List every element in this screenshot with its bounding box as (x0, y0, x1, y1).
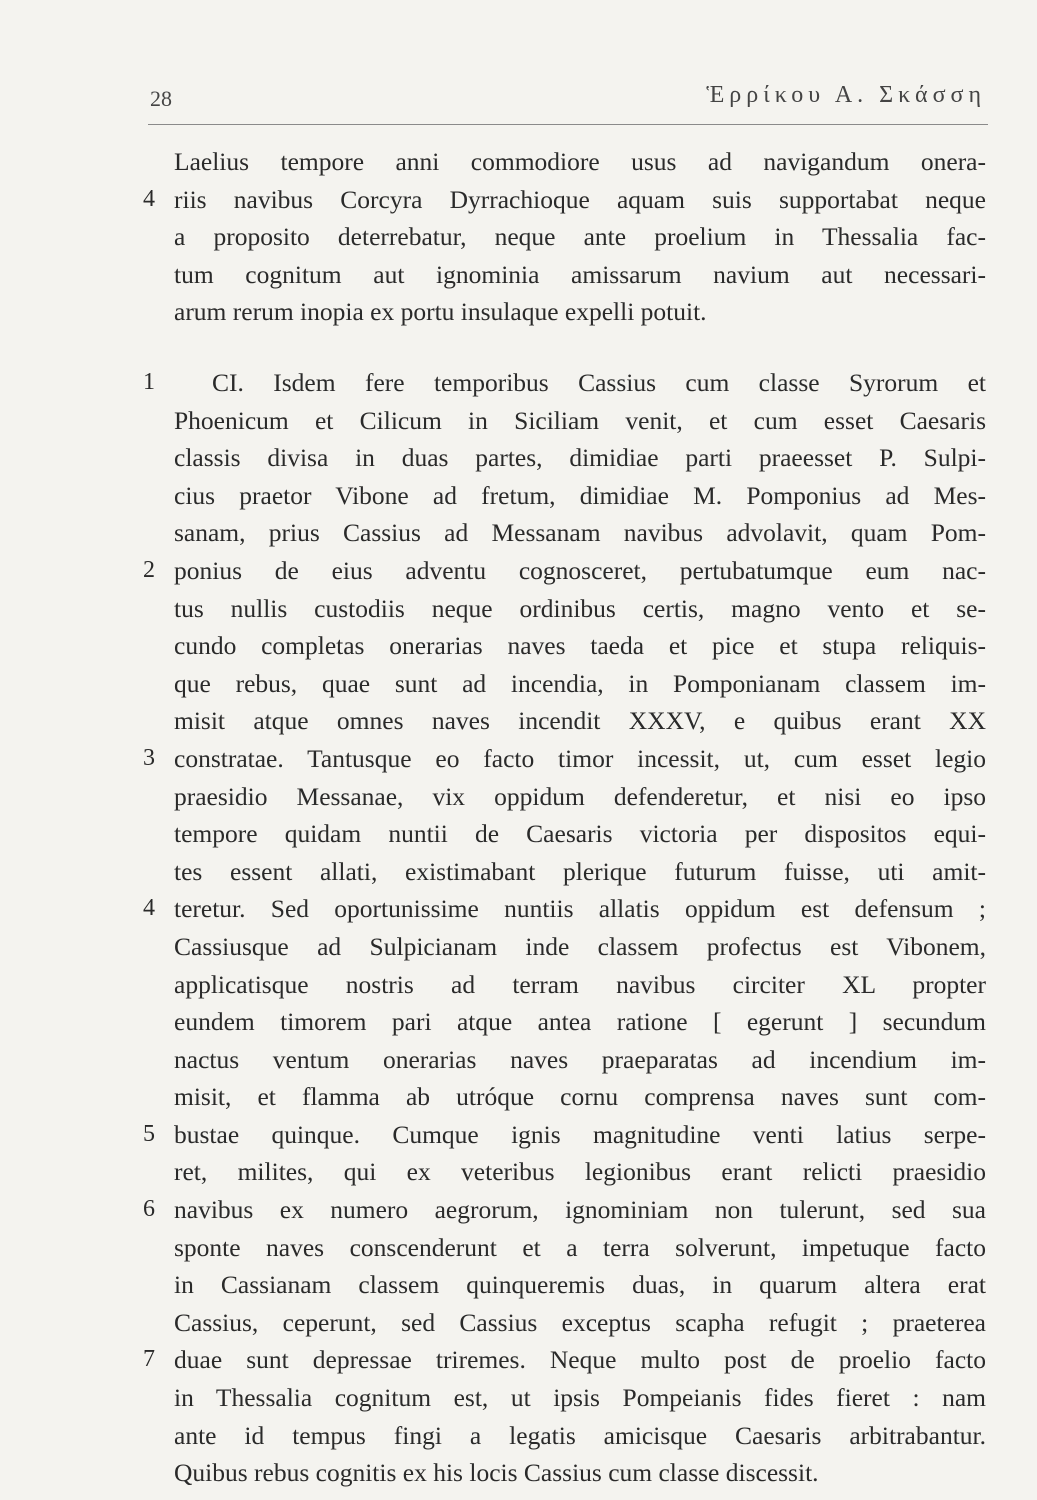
line-text: nactus ventum onerarias naves praeparatas ad incendium im- (174, 1044, 986, 1074)
text-line (0, 665, 1037, 703)
line-text: tes essent allati, existimabant plerique futurum fuisse, uti amit- (174, 856, 986, 886)
line-text: applicatisque nostris ad terram navibus circiter XL propter (174, 969, 986, 999)
text-line (0, 552, 1037, 590)
line-text: cius praetor Vibone ad fretum, dimidiae M. Pomponius ad Mes- (174, 480, 986, 510)
line-number: 5 (143, 1120, 155, 1147)
text-line (0, 1229, 1037, 1267)
text-line (0, 1379, 1037, 1417)
text-line (0, 1341, 1037, 1379)
text-line (0, 1266, 1037, 1304)
text-line (0, 402, 1037, 440)
line-text: bustae quinque. Cumque ignis magnitudine venti latius serpe- (174, 1119, 986, 1149)
line-text: in Cassianam classem quinqueremis duas, in quarum altera erat (174, 1270, 986, 1300)
text-line (0, 702, 1037, 740)
line-text: tum cognitum aut ignominia amissarum navium aut necessari- (174, 259, 986, 289)
text-line (0, 1454, 1037, 1492)
text-line (0, 1417, 1037, 1455)
line-number: 7 (143, 1346, 155, 1373)
text-line (0, 218, 1037, 256)
text-line (0, 1003, 1037, 1041)
text-line (0, 514, 1037, 552)
line-text: a proposito deterrebatur, neque ante proelium in Thessalia fac- (174, 222, 986, 252)
paragraph-2 (0, 364, 1037, 1492)
text-line (0, 256, 1037, 294)
page-number: 28 (150, 86, 172, 111)
line-text: tus nullis custodiis neque ordinibus certis, magno vento et se- (174, 593, 986, 623)
text-line (0, 364, 1037, 402)
text-line (0, 143, 1037, 181)
line-text: eundem timorem pari atque antea ratione [ egerunt ] secundum (174, 1007, 986, 1037)
paragraph-1 (0, 143, 1037, 331)
text-line (0, 853, 1037, 891)
text-line (0, 740, 1037, 778)
text-line (0, 1116, 1037, 1154)
line-text: navibus ex numero aegrorum, ignominiam non tulerunt, sed sua (174, 1195, 986, 1225)
line-text: cundo completas onerarias naves taeda et pice et stupa reliquis- (174, 631, 986, 661)
line-text: duae sunt depressae triremes. Neque multo post de proelio facto (174, 1345, 986, 1375)
text-line (0, 928, 1037, 966)
line-text: ante id tempus fingi a legatis amicisque Caesaris arbitrabantur. (174, 1420, 986, 1450)
line-text: in Thessalia cognitum est, ut ipsis Pompeianis fides fieret : nam (174, 1383, 986, 1413)
text-line (0, 477, 1037, 515)
line-text: tempore quidam nuntii de Caesaris victoria per dispositos equi- (174, 819, 986, 849)
line-text: Cassiusque ad Sulpicianam inde classem profectus est Vibonem, (174, 931, 986, 961)
running-head-author: Ἑρρίκου Α. Σκάσση (706, 82, 986, 108)
line-text: sponte naves conscenderunt et a terra solverunt, impetuque facto (174, 1232, 986, 1262)
line-text: Laelius tempore anni commodiore usus ad navigandum onera- (174, 147, 986, 176)
text-line (0, 1041, 1037, 1079)
line-text: misit atque omnes naves incendit XXXV, e quibus erant XX (174, 706, 986, 736)
line-text: ret, milites, qui ex veteribus legionibus erant relicti praesidio (174, 1157, 986, 1187)
line-text: constratae. Tantusque eo facto timor incessit, ut, cum esset legio (174, 743, 986, 773)
text-line (0, 890, 1037, 928)
line-text: Cassius, ceperunt, sed Cassius exceptus scapha refugit ; praeterea (174, 1307, 986, 1337)
line-text: praesidio Messanae, vix oppidum defenderetur, et nisi eo ipso (174, 781, 986, 811)
running-head (150, 82, 986, 118)
text-line (0, 590, 1037, 628)
text-line (0, 181, 1037, 219)
line-number: 3 (143, 744, 155, 771)
text-line (0, 627, 1037, 665)
line-text: CI. Isdem fere temporibus Cassius cum classe Syrorum et (212, 368, 986, 397)
line-text: que rebus, quae sunt ad incendia, in Pomponianam classem im- (174, 668, 986, 698)
text-line (0, 1153, 1037, 1191)
line-text: ponius de eius adventu cognosceret, pertubatumque eum nac- (174, 555, 986, 585)
line-text: classis divisa in duas partes, dimidiae parti praeesset P. Sulpi- (174, 443, 986, 473)
text-line (0, 966, 1037, 1004)
text-line (0, 439, 1037, 477)
line-text: Phoenicum et Cilicum in Siciliam venit, et cum esset Caesaris (174, 405, 986, 435)
line-text: riis navibus Corcyra Dyrrachioque aquam suis supportabat neque (174, 184, 986, 214)
line-text: Quibus rebus cognitis ex his locis Cassius cum classe discessit. (174, 1458, 819, 1488)
line-number: 4 (143, 895, 155, 922)
line-text: misit, et flamma ab utróque cornu comprensa naves sunt com- (174, 1082, 986, 1112)
text-line (0, 293, 1037, 331)
line-number: 2 (143, 556, 155, 583)
text-line (0, 1078, 1037, 1116)
text-line (0, 778, 1037, 816)
line-number: 4 (143, 185, 155, 212)
line-number: 1 (143, 369, 155, 395)
line-text: arum rerum inopia ex portu insulaque expelli potuit. (174, 297, 707, 327)
line-number: 6 (143, 1196, 155, 1223)
line-text: sanam, prius Cassius ad Messanam navibus advolavit, quam Pom- (174, 518, 986, 548)
header-rule (148, 124, 988, 125)
text-line (0, 1304, 1037, 1342)
text-line (0, 815, 1037, 853)
line-text: teretur. Sed oportunissime nuntiis allatis oppidum est defensum ; (174, 894, 986, 924)
text-line (0, 1191, 1037, 1229)
